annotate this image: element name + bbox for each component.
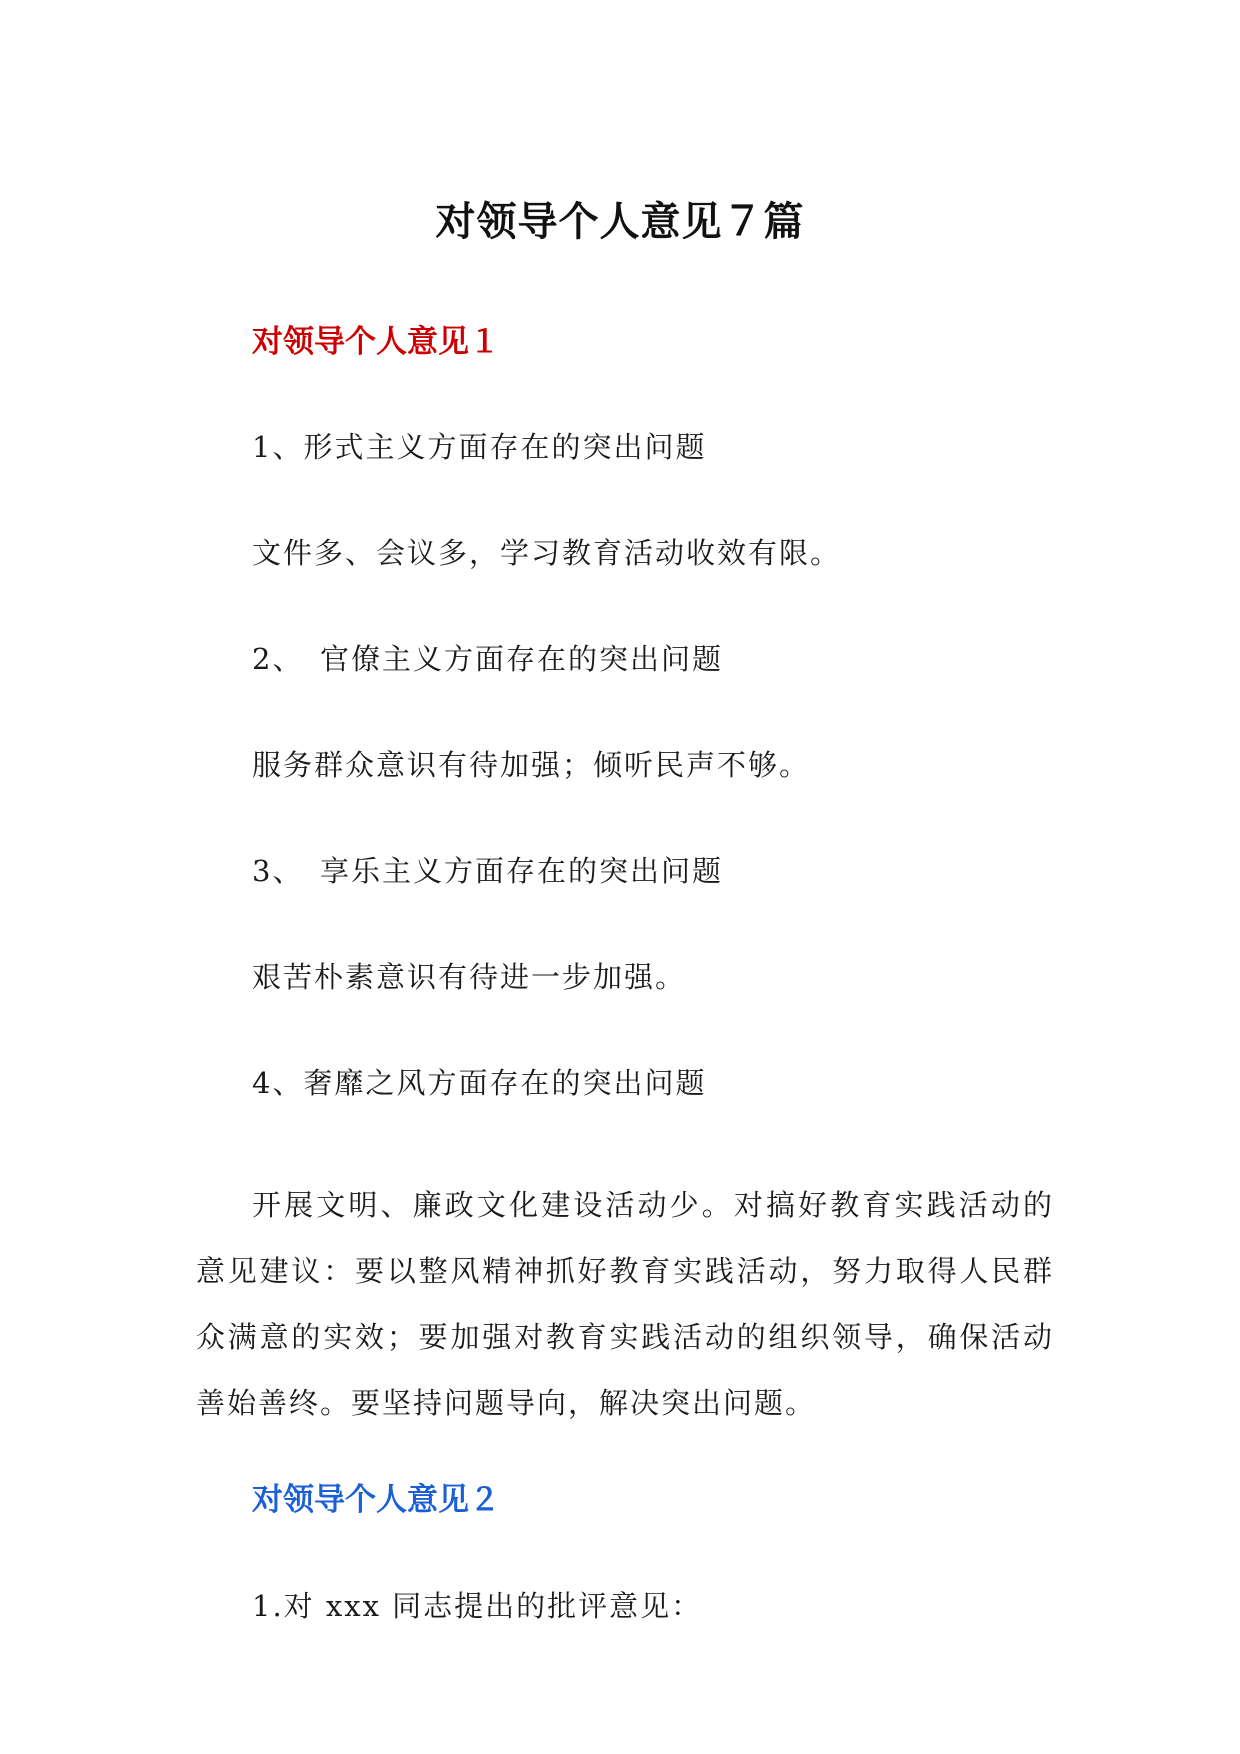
- section-1-line-4: 服务群众意识有待加强；倾听民声不够。: [252, 748, 811, 782]
- section-1-line-3: 2、 官僚主义方面存在的突出问题: [252, 642, 723, 676]
- section-1-line-7: 4、奢靡之风方面存在的突出问题: [252, 1066, 707, 1100]
- document-title: 对领导个人意见７篇: [435, 198, 805, 245]
- section-1-paragraph: 开展文明、廉政文化建设活动少。对搞好教育实践活动的意见建议：要以整风精神抓好教育实践活动，努力取得人民群众满意的实效；要加强对教育实践活动的组织领导，确保活动善始善终。要坚持问题导向，解决突出问题。: [196, 1188, 1054, 1420]
- section-1-line-5: 3、 享乐主义方面存在的突出问题: [252, 854, 723, 888]
- section-1-line-2: 文件多、会议多，学习教育活动收效有限。: [252, 536, 842, 570]
- section-2-heading: 对领导个人意见２: [252, 1482, 500, 1518]
- section-1-line-6: 艰苦朴素意识有待进一步加强。: [252, 960, 687, 994]
- section-1-heading: 对领导个人意见１: [252, 324, 500, 360]
- section-1-line-1: 1、形式主义方面存在的突出问题: [252, 430, 707, 464]
- section-2-line-1: 1.对 xxx 同志提出的批评意见：: [252, 1589, 703, 1623]
